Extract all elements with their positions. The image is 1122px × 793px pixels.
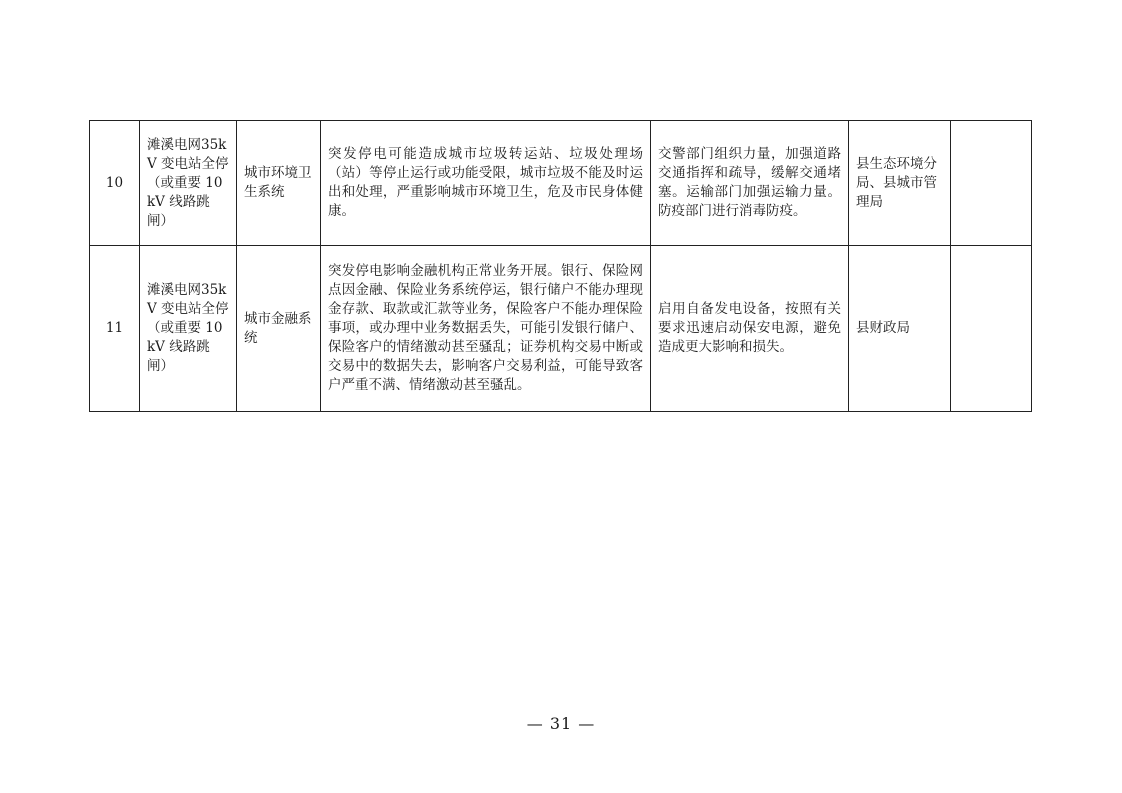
row-number-cell: 10: [90, 121, 140, 246]
affected-system-cell: 城市环境卫生系统: [237, 121, 321, 246]
event-cell: 滩溪电网35kV 变电站全停（或重要 10kV 线路跳闸）: [140, 246, 237, 412]
impact-cell: 突发停电影响金融机构正常业务开展。银行、保险网点因金融、保险业务系统停运，银行储户不能办理现金存款、取款或汇款等业务，保险客户不能办理保险事项，或办理中业务数据丢失，可能引发银行储户、保险客户的情绪激动甚至骚乱；证券机构交易中断或交易中的数据失去，影响客户交易利益，可能导致客户严重不满、情绪激动甚至骚乱。: [321, 246, 651, 412]
remark-cell: [951, 121, 1032, 246]
responsible-department-cell: 县生态环境分局、县城市管理局: [849, 121, 951, 246]
impact-cell: 突发停电可能造成城市垃圾转运站、垃圾处理场（站）等停止运行或功能受限，城市垃圾不能及时运出和处理，严重影响城市环境卫生，危及市民身体健康。: [321, 121, 651, 246]
affected-system-cell: 城市金融系统: [237, 246, 321, 412]
responsible-department-cell: 县财政局: [849, 246, 951, 412]
remark-cell: [951, 246, 1032, 412]
page-number: — 31 —: [526, 714, 596, 733]
event-cell: 滩溪电网35kV 变电站全停（或重要 10kV 线路跳闸）: [140, 121, 237, 246]
measures-cell: 启用自备发电设备，按照有关要求迅速启动保安电源，避免造成更大影响和损失。: [651, 246, 849, 412]
table-row: [90, 121, 1032, 246]
table-row: [90, 246, 1032, 412]
emergency-plan-table: [89, 120, 1032, 412]
measures-cell: 交警部门组织力量，加强道路交通指挥和疏导，缓解交通堵塞。运输部门加强运输力量。防疫部门进行消毒防疫。: [651, 121, 849, 246]
row-number-cell: 11: [90, 246, 140, 412]
